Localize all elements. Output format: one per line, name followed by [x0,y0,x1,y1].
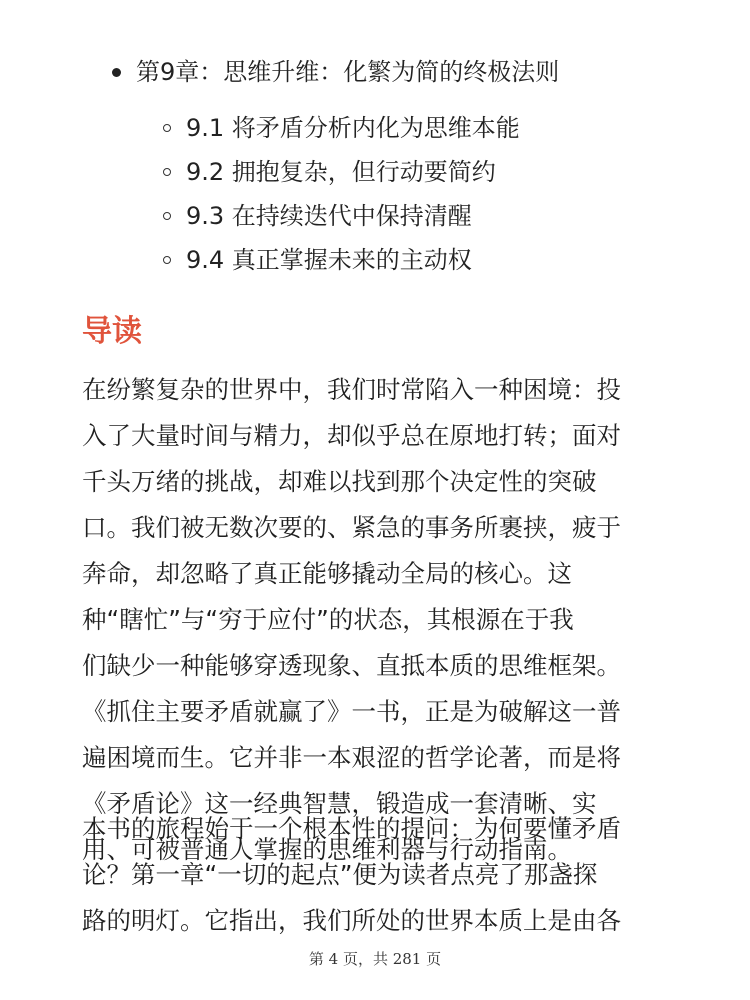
toc-section-item [163,152,496,192]
text-line: 奔命，却忽略了真正能够撬动全局的核心。这 [82,559,572,588]
bullet-ring-icon [163,124,171,132]
text-line: 《抓住主要矛盾就赢了》一书，正是为破解这一普 [82,697,621,726]
text-line: 口。我们被无数次要的、紧急的事务所裹挟，疲于 [82,513,621,542]
bullet-dot-icon [112,68,121,77]
toc-section-title: 9.1 将矛盾分析内化为思维本能 [186,114,520,142]
toc-section-item [163,240,472,280]
text-line: 在纷繁复杂的世界中，我们时常陷入一种困境：投 [82,375,621,404]
bullet-ring-icon [163,168,171,176]
toc-chapter-title: 第9章：思维升维：化繁为简的终极法则 [136,58,560,86]
toc-chapter-item [112,52,559,92]
text-line: 入了大量时间与精力，却似乎总在原地打转；面对 [82,421,621,450]
toc-section-title: 9.2 拥抱复杂，但行动要简约 [186,158,496,186]
toc-section-title: 9.3 在持续迭代中保持清醒 [186,202,472,230]
bullet-ring-icon [163,256,171,264]
toc-section-item [163,196,472,236]
text-line: 本书的旅程始于一个根本性的提问：为何要懂矛盾 [82,814,621,843]
paragraph [82,367,672,873]
text-line: 论？第一章“一切的起点”便为读者点亮了那盏探 [82,860,598,889]
bullet-ring-icon [163,212,171,220]
paragraph [82,806,672,944]
toc-section-item [163,108,520,148]
toc-section-title: 9.4 真正掌握未来的主动权 [186,246,472,274]
page-footer: 第 4 页，共 281 页 [308,950,442,968]
text-line: 千头万绪的挑战，却难以找到那个决定性的突破 [82,467,597,496]
text-line: 《矛盾论》这一经典智慧，锻造成一套清晰、实 [82,789,597,818]
text-line: 用、可被普通人掌握的思维利器与行动指南。 [82,835,572,864]
section-heading: 导读 [82,314,142,349]
text-line: 种“瞎忙”与“穷于应付”的状态，其根源在于我 [82,605,574,634]
text-line: 路的明灯。它指出，我们所处的世界本质上是由各 [82,906,621,935]
text-line: 遍困境而生。它并非一本艰涩的哲学论著，而是将 [82,743,621,772]
text-line: 们缺少一种能够穿透现象、直抵本质的思维框架。 [82,651,621,680]
